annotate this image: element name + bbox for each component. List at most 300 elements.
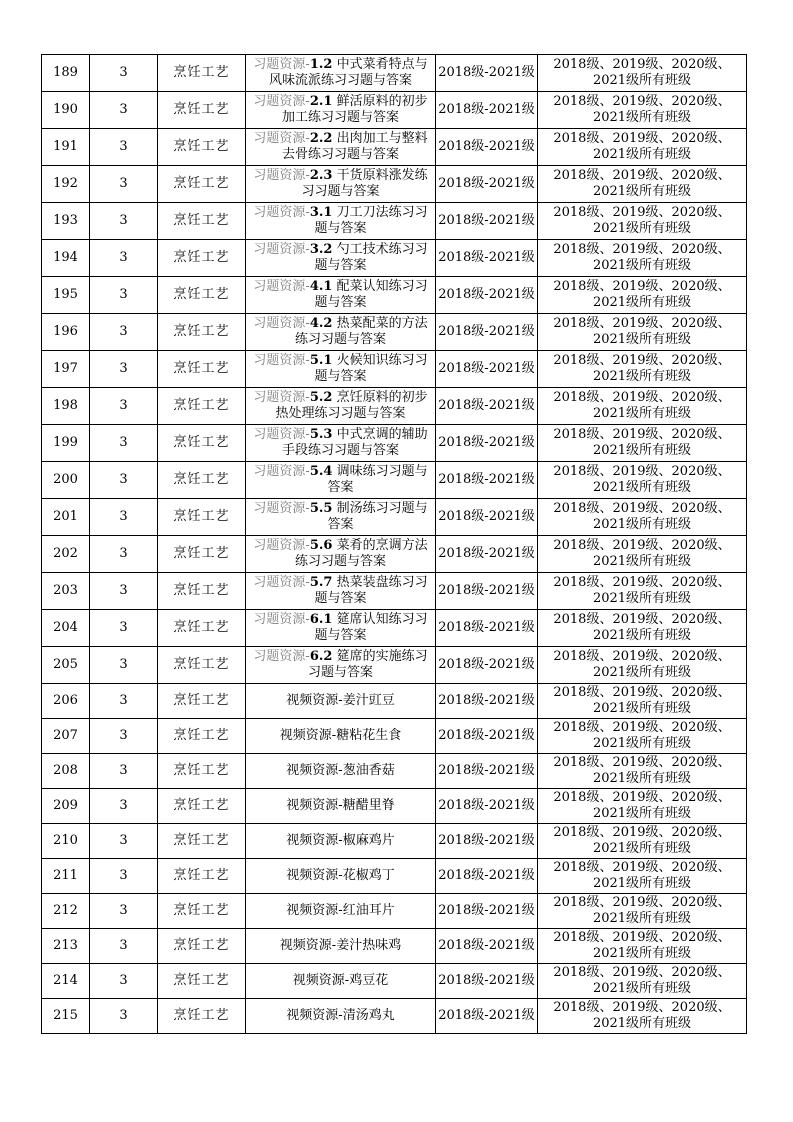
resource-name bbox=[246, 353, 435, 385]
semester-cell: 3 bbox=[90, 859, 158, 894]
resource-title: 制汤练习习题与答案 bbox=[327, 501, 428, 532]
resource-title: 干货原料涨发练习习题与答案 bbox=[301, 168, 428, 199]
resource-table bbox=[41, 54, 747, 1034]
course-cell: 烹饪工艺 bbox=[158, 55, 246, 92]
grade-range-cell: 2018级-2021级 bbox=[436, 425, 538, 462]
row-number-cell: 196 bbox=[42, 314, 90, 351]
grade-range-cell: 2018级-2021级 bbox=[436, 277, 538, 314]
semester-cell: 3 bbox=[90, 894, 158, 929]
table-row bbox=[42, 964, 747, 999]
classes-cell bbox=[538, 55, 747, 92]
table-row bbox=[42, 277, 747, 314]
resource-cell bbox=[246, 610, 436, 647]
semester-cell: 3 bbox=[90, 462, 158, 499]
resource-title: 烹饪原料的初步热处理练习习题与答案 bbox=[275, 390, 428, 421]
resource-title: 视频资源-鸡豆花 bbox=[292, 973, 389, 988]
resource-name bbox=[246, 833, 435, 849]
resource-name bbox=[246, 501, 435, 533]
semester-cell: 3 bbox=[90, 499, 158, 536]
resource-name bbox=[246, 168, 435, 200]
course-cell: 烹饪工艺 bbox=[158, 610, 246, 647]
classes-line-1: 2018级、2019级、2020级、 bbox=[553, 825, 731, 840]
classes-cell bbox=[538, 824, 747, 859]
resource-title: 刀工刀法练习习题与答案 bbox=[314, 205, 428, 236]
classes-line-1: 2018级、2019级、2020级、 bbox=[553, 720, 731, 735]
resource-title: 视频资源-红油耳片 bbox=[286, 903, 395, 918]
row-number-cell: 198 bbox=[42, 388, 90, 425]
table-row bbox=[42, 166, 747, 203]
resource-number: 5.3 bbox=[309, 427, 333, 442]
resource-prefix: 习题资源- bbox=[253, 131, 310, 146]
classes-cell bbox=[538, 129, 747, 166]
resource-prefix: 习题资源- bbox=[253, 501, 310, 516]
resource-name bbox=[246, 728, 435, 744]
row-number-cell: 197 bbox=[42, 351, 90, 388]
row-number-cell: 189 bbox=[42, 55, 90, 92]
resource-prefix: 习题资源- bbox=[253, 168, 310, 183]
resource-cell bbox=[246, 999, 436, 1034]
course-cell: 烹饪工艺 bbox=[158, 499, 246, 536]
row-number-cell: 202 bbox=[42, 536, 90, 573]
resource-cell bbox=[246, 894, 436, 929]
table-row bbox=[42, 999, 747, 1034]
table-row bbox=[42, 859, 747, 894]
resource-title: 视频资源-椒麻鸡片 bbox=[286, 833, 395, 848]
course-cell: 烹饪工艺 bbox=[158, 964, 246, 999]
resource-cell bbox=[246, 314, 436, 351]
table-row bbox=[42, 388, 747, 425]
semester-cell: 3 bbox=[90, 203, 158, 240]
classes-line-1: 2018级、2019级、2020级、 bbox=[553, 353, 731, 368]
semester-cell: 3 bbox=[90, 92, 158, 129]
classes-line-2: 2021级所有班级 bbox=[592, 876, 692, 891]
course-cell: 烹饪工艺 bbox=[158, 314, 246, 351]
classes-cell bbox=[538, 314, 747, 351]
semester-cell: 3 bbox=[90, 129, 158, 166]
grade-range-cell: 2018级-2021级 bbox=[436, 499, 538, 536]
resource-name bbox=[246, 1008, 435, 1024]
resource-prefix: 习题资源- bbox=[253, 612, 310, 627]
resource-title: 视频资源-花椒鸡丁 bbox=[286, 868, 395, 883]
classes-cell bbox=[538, 647, 747, 684]
table-row bbox=[42, 462, 747, 499]
grade-range-cell: 2018级-2021级 bbox=[436, 240, 538, 277]
course-cell: 烹饪工艺 bbox=[158, 203, 246, 240]
classes-cell bbox=[538, 964, 747, 999]
resource-prefix: 习题资源- bbox=[253, 242, 310, 257]
resource-name bbox=[246, 693, 435, 709]
classes-line-1: 2018级、2019级、2020级、 bbox=[553, 612, 731, 627]
semester-cell: 3 bbox=[90, 277, 158, 314]
classes-line-1: 2018级、2019级、2020级、 bbox=[553, 427, 731, 442]
resource-title: 视频资源-糖粘花生食 bbox=[279, 728, 402, 743]
table-row bbox=[42, 719, 747, 754]
semester-cell: 3 bbox=[90, 684, 158, 719]
classes-line-1: 2018级、2019级、2020级、 bbox=[553, 685, 731, 700]
semester-cell: 3 bbox=[90, 388, 158, 425]
resource-prefix: 习题资源- bbox=[253, 316, 310, 331]
course-cell: 烹饪工艺 bbox=[158, 647, 246, 684]
resource-prefix: 习题资源- bbox=[253, 575, 310, 590]
semester-cell: 3 bbox=[90, 824, 158, 859]
row-number-cell: 208 bbox=[42, 754, 90, 789]
course-cell: 烹饪工艺 bbox=[158, 462, 246, 499]
table-row bbox=[42, 129, 747, 166]
course-cell: 烹饪工艺 bbox=[158, 92, 246, 129]
resource-cell bbox=[246, 240, 436, 277]
semester-cell: 3 bbox=[90, 240, 158, 277]
classes-line-1: 2018级、2019级、2020级、 bbox=[553, 575, 731, 590]
table-row bbox=[42, 240, 747, 277]
resource-cell bbox=[246, 789, 436, 824]
classes-line-2: 2021级所有班级 bbox=[592, 701, 692, 716]
classes-cell bbox=[538, 999, 747, 1034]
course-cell: 烹饪工艺 bbox=[158, 277, 246, 314]
table-row bbox=[42, 351, 747, 388]
table-row bbox=[42, 647, 747, 684]
course-cell: 烹饪工艺 bbox=[158, 129, 246, 166]
classes-line-2: 2021级所有班级 bbox=[592, 946, 692, 961]
resource-prefix: 习题资源- bbox=[253, 205, 310, 220]
resource-title: 中式菜肴特点与风味流派练习习题与答案 bbox=[268, 57, 428, 88]
table-row bbox=[42, 499, 747, 536]
classes-cell bbox=[538, 462, 747, 499]
course-cell: 烹饪工艺 bbox=[158, 894, 246, 929]
classes-line-1: 2018级、2019级、2020级、 bbox=[553, 790, 731, 805]
resource-cell bbox=[246, 684, 436, 719]
resource-cell bbox=[246, 55, 436, 92]
resource-name bbox=[246, 798, 435, 814]
resource-title: 鲜活原料的初步加工练习习题与答案 bbox=[281, 94, 428, 125]
resource-number: 4.2 bbox=[309, 316, 333, 331]
grade-range-cell: 2018级-2021级 bbox=[436, 462, 538, 499]
classes-line-1: 2018级、2019级、2020级、 bbox=[553, 390, 731, 405]
semester-cell: 3 bbox=[90, 166, 158, 203]
grade-range-cell: 2018级-2021级 bbox=[436, 351, 538, 388]
classes-line-1: 2018级、2019级、2020级、 bbox=[553, 205, 731, 220]
classes-line-1: 2018级、2019级、2020级、 bbox=[553, 131, 731, 146]
row-number-cell: 201 bbox=[42, 499, 90, 536]
classes-cell bbox=[538, 499, 747, 536]
resource-number: 6.1 bbox=[309, 612, 333, 627]
row-number-cell: 209 bbox=[42, 789, 90, 824]
table-row bbox=[42, 573, 747, 610]
row-number-cell: 191 bbox=[42, 129, 90, 166]
row-number-cell: 205 bbox=[42, 647, 90, 684]
resource-cell bbox=[246, 719, 436, 754]
classes-cell bbox=[538, 277, 747, 314]
resource-prefix: 习题资源- bbox=[253, 464, 310, 479]
classes-line-1: 2018级、2019级、2020级、 bbox=[553, 755, 731, 770]
classes-cell bbox=[538, 351, 747, 388]
course-cell: 烹饪工艺 bbox=[158, 789, 246, 824]
resource-title: 视频资源-姜汁热味鸡 bbox=[279, 938, 402, 953]
resource-cell bbox=[246, 929, 436, 964]
resource-cell bbox=[246, 573, 436, 610]
classes-line-1: 2018级、2019级、2020级、 bbox=[553, 57, 731, 72]
classes-cell bbox=[538, 425, 747, 462]
semester-cell: 3 bbox=[90, 425, 158, 462]
resource-title: 菜肴的烹调方法练习习题与答案 bbox=[294, 538, 428, 569]
classes-cell bbox=[538, 166, 747, 203]
row-number-cell: 194 bbox=[42, 240, 90, 277]
grade-range-cell: 2018级-2021级 bbox=[436, 719, 538, 754]
row-number-cell: 215 bbox=[42, 999, 90, 1034]
classes-cell bbox=[538, 240, 747, 277]
classes-line-2: 2021级所有班级 bbox=[592, 73, 692, 88]
table-row bbox=[42, 203, 747, 240]
table-row bbox=[42, 824, 747, 859]
resource-prefix: 习题资源- bbox=[253, 94, 310, 109]
classes-cell bbox=[538, 789, 747, 824]
resource-cell bbox=[246, 647, 436, 684]
resource-table-body bbox=[42, 55, 747, 1034]
resource-number: 5.4 bbox=[309, 464, 333, 479]
resource-prefix: 习题资源- bbox=[253, 57, 310, 72]
resource-name bbox=[246, 575, 435, 607]
resource-number: 5.5 bbox=[309, 501, 333, 516]
classes-cell bbox=[538, 929, 747, 964]
classes-cell bbox=[538, 536, 747, 573]
classes-line-1: 2018级、2019级、2020级、 bbox=[553, 895, 731, 910]
resource-title: 视频资源-糖醋里脊 bbox=[286, 798, 395, 813]
row-number-cell: 214 bbox=[42, 964, 90, 999]
table-row bbox=[42, 92, 747, 129]
course-cell: 烹饪工艺 bbox=[158, 388, 246, 425]
course-cell: 烹饪工艺 bbox=[158, 859, 246, 894]
resource-cell bbox=[246, 462, 436, 499]
resource-number: 2.1 bbox=[309, 94, 333, 109]
semester-cell: 3 bbox=[90, 789, 158, 824]
semester-cell: 3 bbox=[90, 610, 158, 647]
classes-line-1: 2018级、2019级、2020级、 bbox=[553, 965, 731, 980]
semester-cell: 3 bbox=[90, 964, 158, 999]
resource-name bbox=[246, 205, 435, 237]
table-row bbox=[42, 929, 747, 964]
classes-line-1: 2018级、2019级、2020级、 bbox=[553, 538, 731, 553]
classes-line-2: 2021级所有班级 bbox=[592, 736, 692, 751]
classes-line-2: 2021级所有班级 bbox=[592, 628, 692, 643]
grade-range-cell: 2018级-2021级 bbox=[436, 929, 538, 964]
resource-number: 4.1 bbox=[309, 279, 333, 294]
classes-line-1: 2018级、2019级、2020级、 bbox=[553, 930, 731, 945]
grade-range-cell: 2018级-2021级 bbox=[436, 894, 538, 929]
classes-line-2: 2021级所有班级 bbox=[592, 591, 692, 606]
course-cell: 烹饪工艺 bbox=[158, 240, 246, 277]
classes-line-2: 2021级所有班级 bbox=[592, 665, 692, 680]
grade-range-cell: 2018级-2021级 bbox=[436, 573, 538, 610]
grade-range-cell: 2018级-2021级 bbox=[436, 754, 538, 789]
row-number-cell: 190 bbox=[42, 92, 90, 129]
resource-name bbox=[246, 242, 435, 274]
course-cell: 烹饪工艺 bbox=[158, 536, 246, 573]
resource-name bbox=[246, 316, 435, 348]
resource-name bbox=[246, 131, 435, 163]
resource-title: 视频资源-清汤鸡丸 bbox=[286, 1008, 395, 1023]
row-number-cell: 212 bbox=[42, 894, 90, 929]
resource-name bbox=[246, 279, 435, 311]
resource-number: 5.7 bbox=[309, 575, 333, 590]
resource-title: 热菜配菜的方法练习习题与答案 bbox=[294, 316, 428, 347]
classes-line-2: 2021级所有班级 bbox=[592, 221, 692, 236]
resource-cell bbox=[246, 859, 436, 894]
classes-cell bbox=[538, 684, 747, 719]
course-cell: 烹饪工艺 bbox=[158, 929, 246, 964]
resource-cell bbox=[246, 754, 436, 789]
classes-cell bbox=[538, 203, 747, 240]
table-row bbox=[42, 55, 747, 92]
resource-name bbox=[246, 390, 435, 422]
resource-cell bbox=[246, 351, 436, 388]
grade-range-cell: 2018级-2021级 bbox=[436, 964, 538, 999]
classes-cell bbox=[538, 388, 747, 425]
classes-line-1: 2018级、2019级、2020级、 bbox=[553, 860, 731, 875]
grade-range-cell: 2018级-2021级 bbox=[436, 824, 538, 859]
classes-line-2: 2021级所有班级 bbox=[592, 1016, 692, 1031]
row-number-cell: 210 bbox=[42, 824, 90, 859]
resource-name bbox=[246, 938, 435, 954]
resource-title: 勺工技术练习习题与答案 bbox=[314, 242, 428, 273]
classes-line-2: 2021级所有班级 bbox=[592, 147, 692, 162]
grade-range-cell: 2018级-2021级 bbox=[436, 536, 538, 573]
resource-number: 3.2 bbox=[309, 242, 333, 257]
resource-prefix: 习题资源- bbox=[253, 427, 310, 442]
table-row bbox=[42, 684, 747, 719]
table-row bbox=[42, 314, 747, 351]
resource-name bbox=[246, 427, 435, 459]
grade-range-cell: 2018级-2021级 bbox=[436, 166, 538, 203]
resource-number: 3.1 bbox=[309, 205, 333, 220]
resource-name bbox=[246, 868, 435, 884]
semester-cell: 3 bbox=[90, 314, 158, 351]
grade-range-cell: 2018级-2021级 bbox=[436, 610, 538, 647]
table-row bbox=[42, 754, 747, 789]
table-row bbox=[42, 536, 747, 573]
resource-number: 5.2 bbox=[309, 390, 333, 405]
semester-cell: 3 bbox=[90, 573, 158, 610]
resource-title: 火候知识练习习题与答案 bbox=[314, 353, 428, 384]
classes-line-2: 2021级所有班级 bbox=[592, 258, 692, 273]
table-row bbox=[42, 610, 747, 647]
resource-title: 中式烹调的辅助手段练习习题与答案 bbox=[281, 427, 428, 458]
resource-title: 调味练习习题与答案 bbox=[327, 464, 428, 495]
semester-cell: 3 bbox=[90, 754, 158, 789]
course-cell: 烹饪工艺 bbox=[158, 754, 246, 789]
classes-line-1: 2018级、2019级、2020级、 bbox=[553, 279, 731, 294]
row-number-cell: 207 bbox=[42, 719, 90, 754]
resource-cell bbox=[246, 166, 436, 203]
resource-number: 2.3 bbox=[309, 168, 333, 183]
classes-line-1: 2018级、2019级、2020级、 bbox=[553, 242, 731, 257]
resource-name bbox=[246, 94, 435, 126]
resource-title: 筵席的实施练习习题与答案 bbox=[307, 649, 428, 680]
classes-line-1: 2018级、2019级、2020级、 bbox=[553, 1000, 731, 1015]
row-number-cell: 211 bbox=[42, 859, 90, 894]
classes-line-2: 2021级所有班级 bbox=[592, 480, 692, 495]
resource-name bbox=[246, 903, 435, 919]
grade-range-cell: 2018级-2021级 bbox=[436, 999, 538, 1034]
row-number-cell: 193 bbox=[42, 203, 90, 240]
resource-cell bbox=[246, 92, 436, 129]
classes-line-2: 2021级所有班级 bbox=[592, 981, 692, 996]
classes-line-2: 2021级所有班级 bbox=[592, 110, 692, 125]
classes-line-2: 2021级所有班级 bbox=[592, 841, 692, 856]
resource-prefix: 习题资源- bbox=[253, 649, 310, 664]
resource-cell bbox=[246, 388, 436, 425]
semester-cell: 3 bbox=[90, 719, 158, 754]
classes-line-2: 2021级所有班级 bbox=[592, 771, 692, 786]
classes-cell bbox=[538, 859, 747, 894]
classes-line-2: 2021级所有班级 bbox=[592, 332, 692, 347]
course-cell: 烹饪工艺 bbox=[158, 166, 246, 203]
row-number-cell: 204 bbox=[42, 610, 90, 647]
resource-number: 5.1 bbox=[309, 353, 333, 368]
classes-line-2: 2021级所有班级 bbox=[592, 443, 692, 458]
grade-range-cell: 2018级-2021级 bbox=[436, 203, 538, 240]
resource-name bbox=[246, 973, 435, 989]
resource-name bbox=[246, 538, 435, 570]
course-cell: 烹饪工艺 bbox=[158, 824, 246, 859]
resource-prefix: 习题资源- bbox=[253, 538, 310, 553]
classes-cell bbox=[538, 573, 747, 610]
row-number-cell: 195 bbox=[42, 277, 90, 314]
classes-line-2: 2021级所有班级 bbox=[592, 554, 692, 569]
classes-line-2: 2021级所有班级 bbox=[592, 806, 692, 821]
table-row bbox=[42, 894, 747, 929]
resource-name bbox=[246, 649, 435, 681]
row-number-cell: 199 bbox=[42, 425, 90, 462]
table-row bbox=[42, 789, 747, 824]
row-number-cell: 203 bbox=[42, 573, 90, 610]
grade-range-cell: 2018级-2021级 bbox=[436, 55, 538, 92]
resource-cell bbox=[246, 425, 436, 462]
classes-cell bbox=[538, 719, 747, 754]
resource-prefix: 习题资源- bbox=[253, 390, 310, 405]
resource-title: 热菜装盘练习习题与答案 bbox=[314, 575, 428, 606]
grade-range-cell: 2018级-2021级 bbox=[436, 647, 538, 684]
semester-cell: 3 bbox=[90, 999, 158, 1034]
semester-cell: 3 bbox=[90, 351, 158, 388]
resource-title: 出肉加工与整料去骨练习习题与答案 bbox=[281, 131, 428, 162]
resource-cell bbox=[246, 277, 436, 314]
resource-number: 1.2 bbox=[309, 57, 333, 72]
classes-line-2: 2021级所有班级 bbox=[592, 406, 692, 421]
grade-range-cell: 2018级-2021级 bbox=[436, 789, 538, 824]
resource-number: 5.6 bbox=[309, 538, 333, 553]
classes-cell bbox=[538, 754, 747, 789]
grade-range-cell: 2018级-2021级 bbox=[436, 92, 538, 129]
classes-line-1: 2018级、2019级、2020级、 bbox=[553, 168, 731, 183]
grade-range-cell: 2018级-2021级 bbox=[436, 388, 538, 425]
course-cell: 烹饪工艺 bbox=[158, 719, 246, 754]
semester-cell: 3 bbox=[90, 647, 158, 684]
resource-name bbox=[246, 612, 435, 644]
row-number-cell: 192 bbox=[42, 166, 90, 203]
classes-cell bbox=[538, 610, 747, 647]
classes-line-1: 2018级、2019级、2020级、 bbox=[553, 316, 731, 331]
grade-range-cell: 2018级-2021级 bbox=[436, 129, 538, 166]
resource-cell bbox=[246, 536, 436, 573]
course-cell: 烹饪工艺 bbox=[158, 425, 246, 462]
classes-line-1: 2018级、2019级、2020级、 bbox=[553, 94, 731, 109]
resource-title: 视频资源-姜汁豇豆 bbox=[286, 693, 395, 708]
row-number-cell: 213 bbox=[42, 929, 90, 964]
resource-cell bbox=[246, 499, 436, 536]
grade-range-cell: 2018级-2021级 bbox=[436, 859, 538, 894]
course-cell: 烹饪工艺 bbox=[158, 999, 246, 1034]
resource-cell bbox=[246, 203, 436, 240]
resource-cell bbox=[246, 964, 436, 999]
